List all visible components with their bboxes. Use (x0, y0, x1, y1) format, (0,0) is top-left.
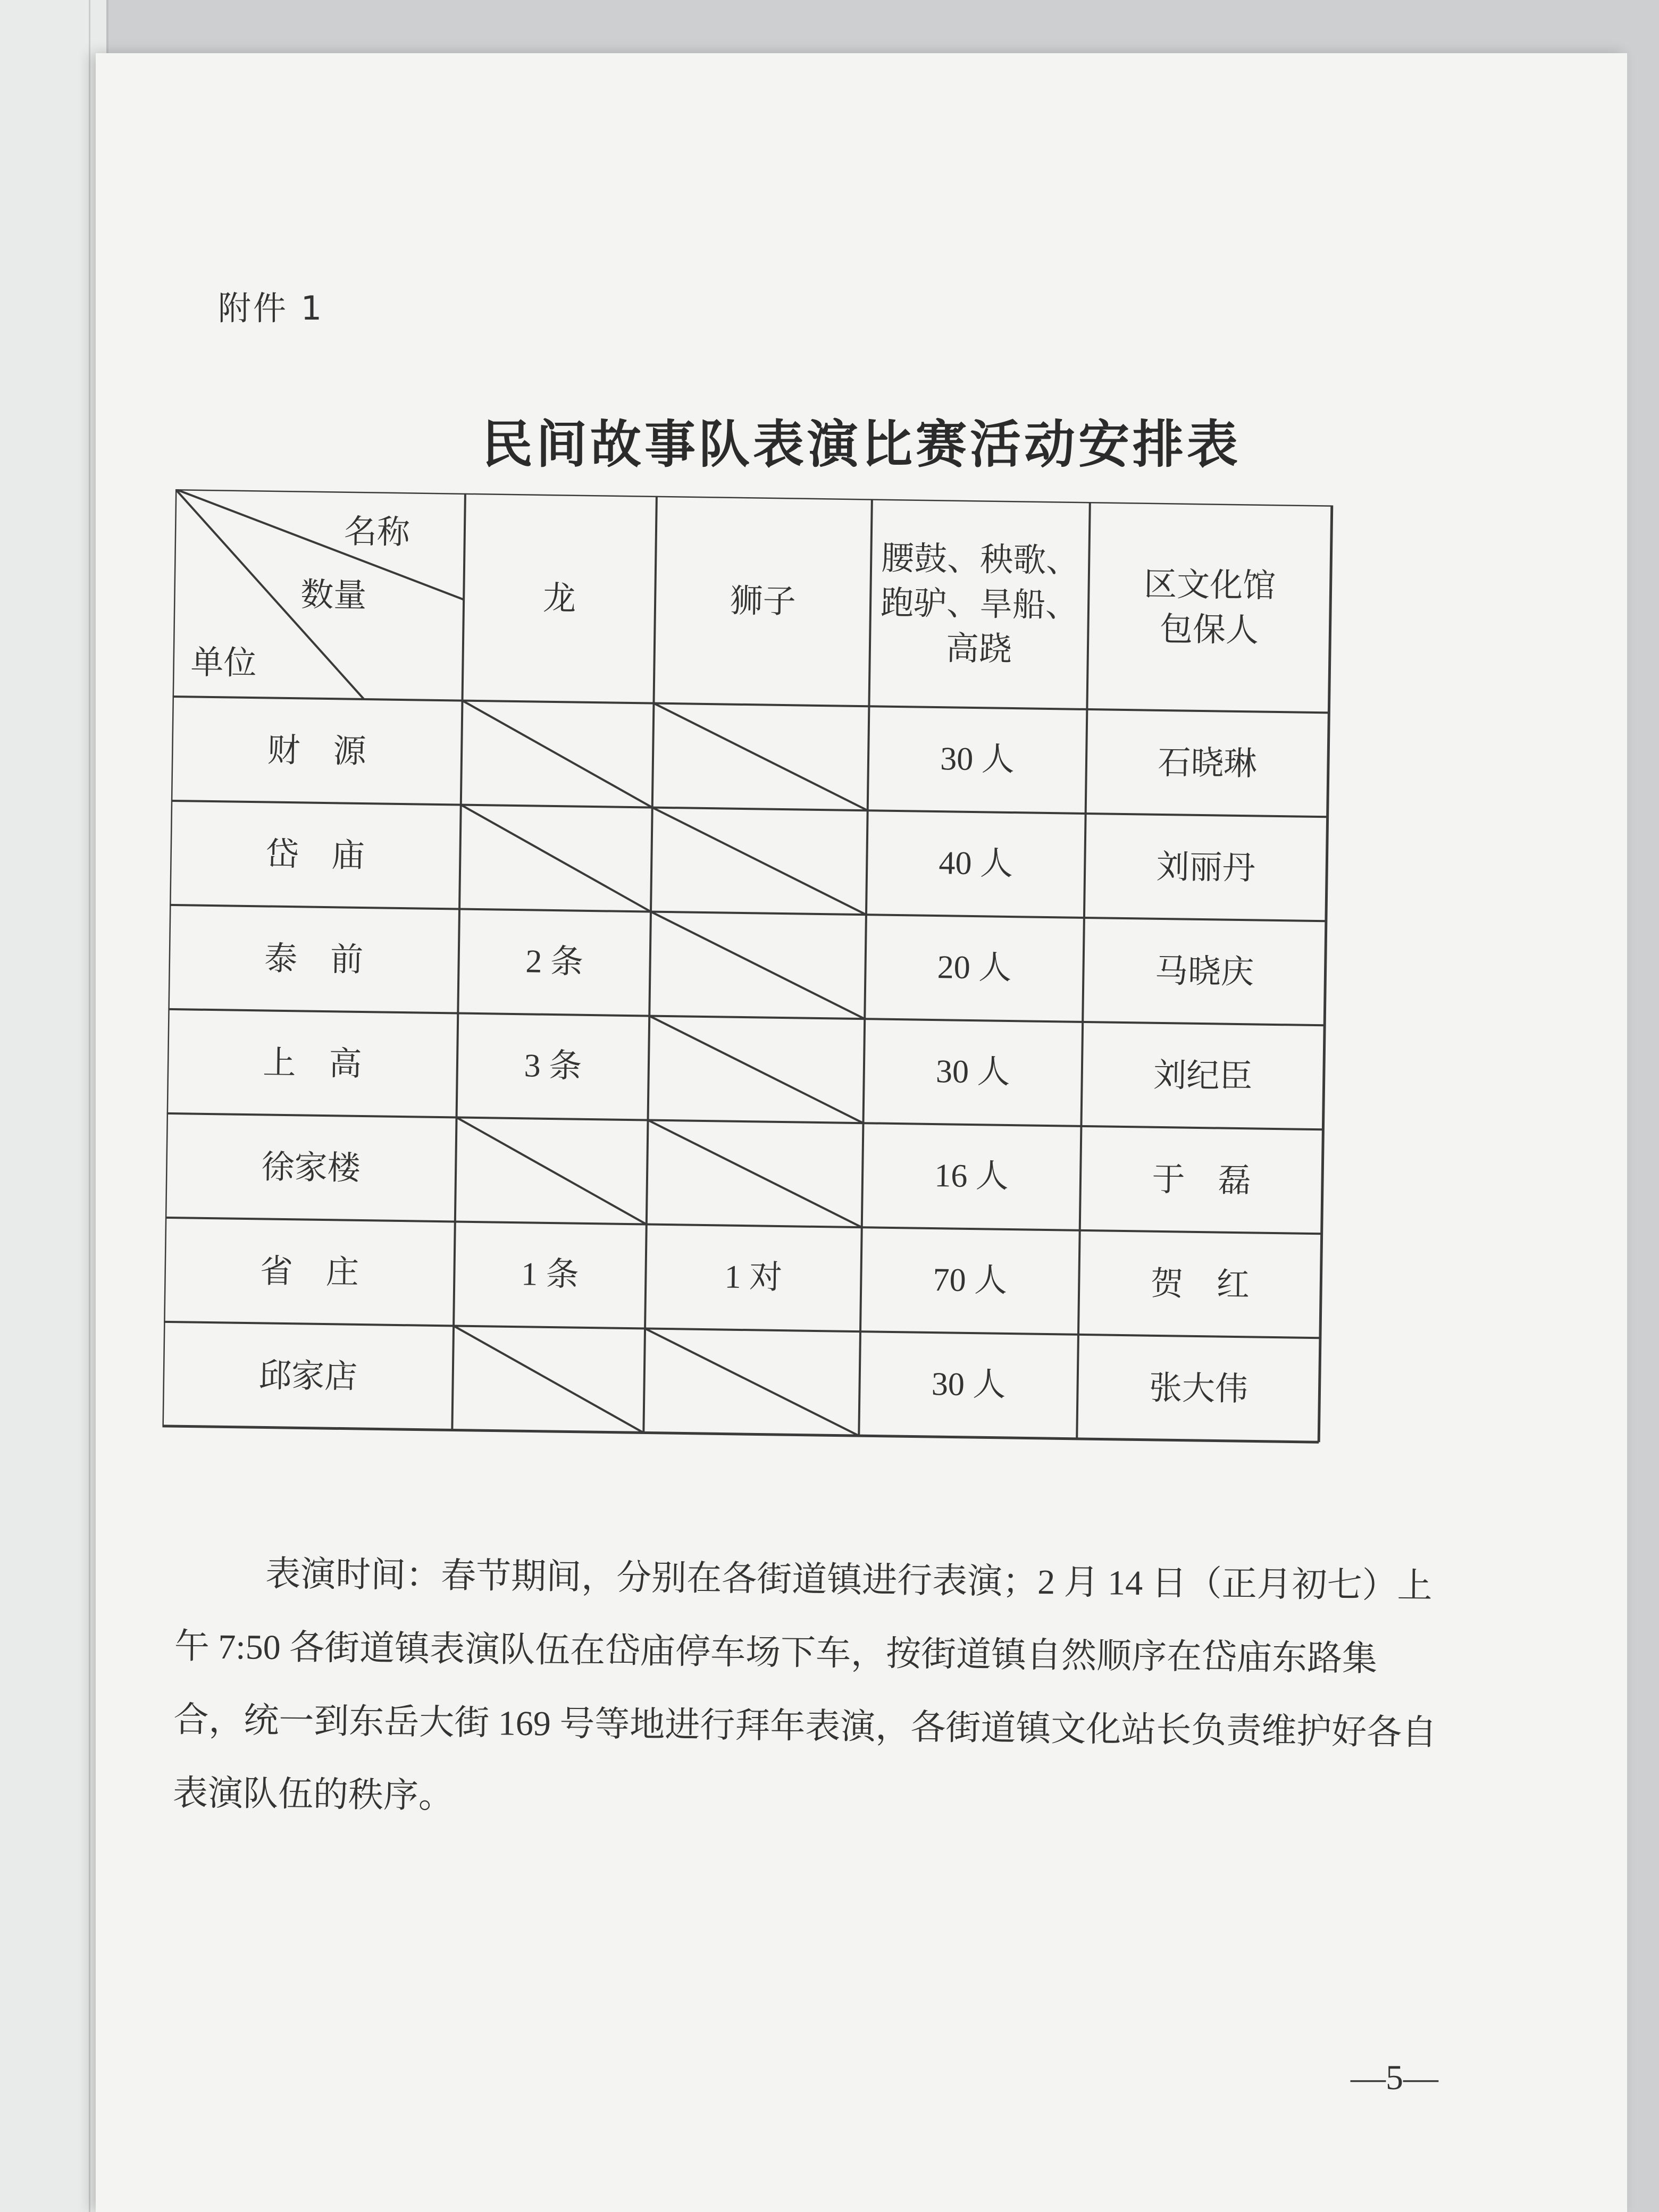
row-lion-cell: 1 对 (724, 1259, 783, 1296)
row-folk-cell: 70 人 (933, 1262, 1008, 1300)
document-page (96, 53, 1627, 2212)
row-unit-cell: 上 高 (262, 1043, 362, 1084)
row-dragon-cell (455, 1117, 648, 1224)
corner-header-quantity: 数量 (300, 575, 367, 615)
column-header-dragon: 龙 (542, 578, 576, 618)
row-dragon-cell (459, 805, 652, 912)
row-lion-cell (648, 1016, 865, 1124)
row-guarantor-cell: 石晓琳 (1157, 743, 1258, 783)
row-lion-cell (651, 808, 868, 915)
row-lion-cell (647, 1120, 864, 1228)
row-lion-cell (649, 912, 866, 1019)
guarantor-header-line1: 区文化馆 (1143, 564, 1276, 606)
row-folk-cell: 30 人 (935, 1053, 1011, 1091)
row-unit-cell: 泰 前 (264, 939, 364, 979)
column-header-guarantor (1087, 502, 1331, 713)
folk-header-line2: 跑驴、旱船、 (880, 583, 1079, 625)
page-number: —5— (1351, 2058, 1438, 2097)
row-dragon-cell: 1 条 (521, 1256, 580, 1293)
document-title: 民间故事队表演比赛活动安排表 (482, 416, 1241, 473)
row-lion-cell (652, 703, 869, 811)
row-guarantor-cell: 马晓庆 (1154, 951, 1254, 992)
folk-header-line1: 腰鼓、秧歌、 (881, 539, 1079, 581)
column-header-folk (869, 499, 1090, 709)
row-unit-cell: 岱 庙 (265, 834, 365, 875)
guarantor-header-line2: 包保人 (1159, 609, 1259, 650)
row-lion-cell (643, 1328, 860, 1436)
row-dragon-cell (461, 701, 654, 808)
folk-header-line3: 高跷 (945, 629, 1012, 668)
row-folk-cell: 30 人 (940, 741, 1015, 778)
row-folk-cell: 40 人 (939, 845, 1013, 883)
schedule-table (162, 489, 1484, 1459)
attachment-label: 附件 1 (218, 289, 324, 328)
row-guarantor-cell: 刘丽丹 (1156, 847, 1256, 887)
row-unit-cell: 邱家店 (258, 1355, 358, 1396)
row-guarantor-cell: 张大伟 (1149, 1368, 1249, 1409)
previous-page-edge (0, 0, 108, 2212)
row-guarantor-cell: 刘纪臣 (1153, 1055, 1253, 1096)
schedule-paragraph: 表演时间：春节期间，分别在各街道镇进行表演；2 月 14 日（正月初七）上午 7:50 各街道镇表演队伍在岱庙停车场下车，按街道镇自然顺序在岱庙东路集合，统一到东岳大街 169 号等地进行拜年表演，各街道镇文化站长负责维护好各自表演队伍的秩序。 (172, 1554, 1437, 1816)
row-guarantor-cell: 于 磊 (1152, 1159, 1252, 1200)
corner-header-name: 名称 (343, 512, 410, 552)
row-unit-cell: 徐家楼 (261, 1147, 361, 1188)
row-unit-cell: 省 庄 (259, 1251, 359, 1292)
column-header-lion: 狮子 (730, 581, 797, 621)
row-unit-cell: 财 源 (267, 730, 367, 771)
row-folk-cell: 16 人 (934, 1158, 1009, 1195)
row-dragon-cell: 3 条 (524, 1048, 582, 1085)
row-dragon-cell: 2 条 (525, 943, 584, 981)
row-folk-cell: 20 人 (937, 949, 1012, 987)
row-guarantor-cell: 贺 红 (1150, 1263, 1250, 1304)
row-dragon-cell (452, 1326, 645, 1432)
row-folk-cell: 30 人 (931, 1366, 1006, 1404)
corner-header-unit: 单位 (190, 642, 257, 683)
